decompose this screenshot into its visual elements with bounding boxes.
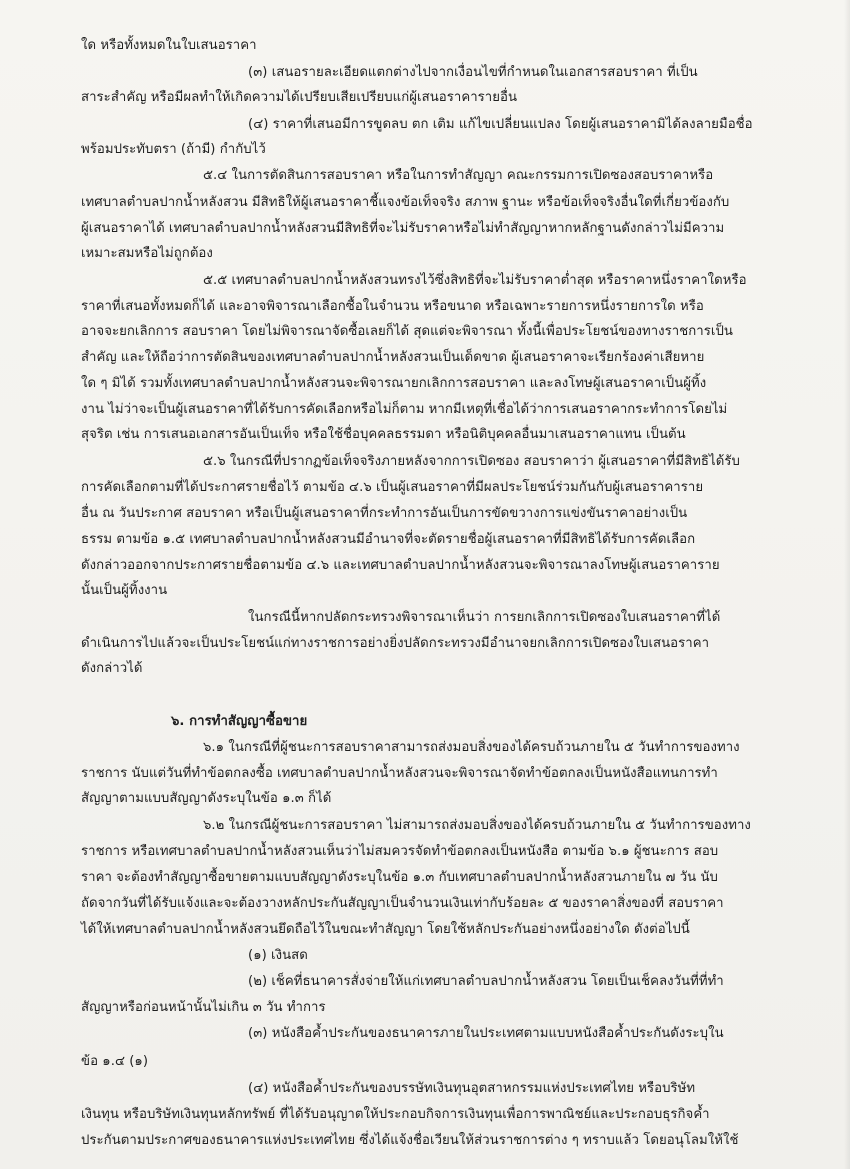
text-line: ประกันตามประกาศของธนาคารแห่งประเทศไทย ซึ่งได้แจ้งชื่อเวียนให้ส่วนราชการต่าง ๆ ทราบแล้ว โดยอนุโลมให้ใช้ [81, 1133, 739, 1148]
text-line: ราคา จะต้องทำสัญญาซื้อขายตามแบบสัญญาดังระบุในข้อ ๑.๓ กับเทศบาลตำบลปากน้ำหลังสวนภายใน ๗ วัน นับ [81, 870, 718, 885]
text-line: (๔) ราคาที่เสนอมีการขูดลบ ตก เติม แก้ไขเปลี่ยนแปลง โดยผู้เสนอราคามิได้ลงลายมือชื่อ [248, 117, 753, 132]
text-line: สาระสำคัญ หรือมีผลทำให้เกิดความได้เปรียบเสียเปรียบแก่ผู้เสนอราคารายอื่น [81, 90, 518, 105]
text-line: ดังกล่าวออกจากประกาศรายชื่อตามข้อ ๔.๖ และเทศบาลตำบลปากน้ำหลังสวนจะพิจารณาลงโทษผู้เสนอราคาราย [81, 558, 720, 573]
text-line: ผู้เสนอราคาได้ เทศบาลตำบลปากน้ำหลังสวนมีสิทธิที่จะไม่รับราคาหรือไม่ทำสัญญาหากหลักฐานดังกล่าวไม่มีความ [81, 221, 725, 236]
text-line: ๕.๖ ในกรณีที่ปรากฏข้อเท็จจริงภายหลังจากการเปิดซอง สอบราคาว่า ผู้เสนอราคาที่มีสิทธิได้รับ [203, 454, 740, 469]
text-line: ราคาที่เสนอทั้งหมดก็ได้ และอาจพิจารณาเลือกซื้อในจำนวน หรือขนาด หรือเฉพาะรายการหนึ่งรายการใด หรือ [81, 299, 704, 314]
text-line: ข้อ ๑.๔ (๑) [81, 1054, 149, 1069]
text-line: ได้ให้เทศบาลตำบลปากน้ำหลังสวนยึดถือไว้ในขณะทำสัญญา โดยใช้หลักประกันอย่างหนึ่งอย่างใด ดังต่อไปนี้ [81, 922, 690, 937]
text-line: ราชการ หรือเทศบาลตำบลปากน้ำหลังสวนเห็นว่าไม่สมควรจัดทำข้อตกลงเป็นหนังสือ ตามข้อ ๖.๑ ผู้ชนะการ สอบ [81, 844, 719, 859]
text-line: ๖.๒ ในกรณีผู้ชนะการสอบราคา ไม่สามารถส่งมอบสิ่งของได้ครบถ้วนภายใน ๕ วันทำการของทาง [203, 818, 751, 833]
text-line: การคัดเลือกตามที่ได้ประกาศรายชื่อไว้ ตามข้อ ๔.๖ เป็นผู้เสนอราคาที่มีผลประโยชน์ร่วมกันกับผู้เสนอราคาราย [81, 480, 704, 495]
section-heading: ๖. การทำสัญญาซื้อขาย [171, 714, 308, 729]
text-line: (๑) เงินสด [248, 948, 308, 963]
text-line: สุจริต เช่น การเสนอเอกสารอันเป็นเท็จ หรือใช้ชื่อบุคคลธรรมดา หรือนิติบุคคลอื่นมาเสนอราคาแทน เป็นต้น [81, 427, 686, 442]
text-line: (๓) หนังสือค้ำประกันของธนาคารภายในประเทศตามแบบหนังสือค้ำประกันดังระบุใน [248, 1026, 724, 1041]
text-line: ดำเนินการไปแล้วจะเป็นประโยชน์แก่ทางราชการอย่างยิ่งปลัดกระทรวงมีอำนาจยกเลิกการเปิดซองใบเสนอราคา [81, 636, 710, 651]
text-line: สัญญาหรือก่อนหน้านั้นไม่เกิน ๓ วัน ทำการ [81, 1000, 326, 1015]
text-line: สัญญาตามแบบสัญญาดังระบุในข้อ ๑.๓ ก็ได้ [81, 791, 332, 806]
text-line: อาจจะยกเลิกการ สอบราคา โดยไม่พิจารณาจัดซื้อเลยก็ได้ สุดแต่จะพิจารณา ทั้งนี้เพื่อประโยชน์ของทางราชการเป็น [81, 324, 733, 339]
text-line: ใด ๆ มิได้ รวมทั้งเทศบาลตำบลปากน้ำหลังสวนจะพิจารณายกเลิกการสอบราคา และลงโทษผู้เสนอราคาเป็นผู้ทิ้ง [81, 376, 707, 391]
text-line: ราชการ นับแต่วันที่ทำข้อตกลงซื้อ เทศบาลตำบลปากน้ำหลังสวนจะพิจารณาจัดทำข้อตกลงเป็นหนังสือแทนการทำ [81, 766, 718, 781]
text-line: เทศบาลตำบลปากน้ำหลังสวน มีสิทธิให้ผู้เสนอราคาชี้แจงข้อเท็จจริง สภาพ ฐานะ หรือข้อเท็จจริงอื่นใดที่เกี่ยวข้องกับ [81, 195, 730, 210]
text-line: (๔) หนังสือค้ำประกันของบรรษัทเงินทุนอุตสาหกรรมแห่งประเทศไทย หรือบริษัท [248, 1081, 696, 1096]
text-line: ในกรณีนี้หากปลัดกระทรวงพิจารณาเห็นว่า การยกเลิกการเปิดซองใบเสนอราคาที่ได้ [248, 610, 721, 625]
text-line: (๓) เสนอรายละเอียดแตกต่างไปจากเงื่อนไขที่กำหนดในเอกสารสอบราคา ที่เป็น [248, 65, 698, 80]
text-line: ใด หรือทั้งหมดในใบเสนอราคา [81, 38, 257, 53]
text-line: สำคัญ และให้ถือว่าการตัดสินของเทศบาลตำบลปากน้ำหลังสวนเป็นเด็ดขาด ผู้เสนอราคาจะเรียกร้องค่าเสียหาย [81, 350, 705, 365]
text-line: อื่น ณ วันประกาศ สอบราคา หรือเป็นผู้เสนอราคาที่กระทำการอันเป็นการขัดขวางการแข่งขันราคาอย่างเป็น [81, 506, 688, 521]
text-line: ๖.๑ ในกรณีที่ผู้ชนะการสอบราคาสามารถส่งมอบสิ่งของได้ครบถ้วนภายใน ๕ วันทำการของทาง [203, 740, 740, 755]
text-line: นั้นเป็นผู้ทิ้งงาน [81, 583, 168, 598]
text-line: ๕.๔ ในการตัดสินการสอบราคา หรือในการทำสัญญา คณะกรรมการเปิดซองสอบราคาหรือ [203, 168, 714, 183]
text-line: เหมาะสมหรือไม่ถูกต้อง [81, 246, 213, 261]
text-line: ถัดจากวันที่ได้รับแจ้งและจะต้องวางหลักประกันสัญญาเป็นจำนวนเงินเท่ากับร้อยละ ๕ ของราคาสิ่งของที่ สอบราคา [81, 896, 724, 911]
text-line: งาน ไม่ว่าจะเป็นผู้เสนอราคาที่ได้รับการคัดเลือกหรือไม่ก็ตาม หากมีเหตุที่เชื่อได้ว่าการเสนอราคากระทำการโดยไม่ [81, 402, 728, 417]
text-line: (๒) เช็คที่ธนาคารสั่งจ่ายให้แก่เทศบาลตำบลปากน้ำหลังสวน โดยเป็นเช็คลงวันที่ที่ทำ [248, 974, 724, 989]
text-line: ธรรม ตามข้อ ๑.๕ เทศบาลตำบลปากน้ำหลังสวนมีอำนาจที่จะตัดรายชื่อผู้เสนอราคาที่มีสิทธิได้รับการคัดเลือก [81, 532, 696, 547]
text-line: เงินทุน หรือบริษัทเงินทุนหลักทรัพย์ ที่ได้รับอนุญาตให้ประกอบกิจการเงินทุนเพื่อการพาณิชย์และประกอบธุรกิจค้ำ [81, 1107, 710, 1122]
text-line: ๕.๕ เทศบาลตำบลปากน้ำหลังสวนทรงไว้ซึ่งสิทธิที่จะไม่รับราคาต่ำสุด หรือราคาหนึ่งราคาใดหรือ [203, 273, 747, 288]
text-line: ดังกล่าวได้ [81, 661, 143, 676]
scan-shadow [844, 0, 850, 1169]
text-line: พร้อมประทับตรา (ถ้ามี) กำกับไว้ [81, 142, 266, 157]
